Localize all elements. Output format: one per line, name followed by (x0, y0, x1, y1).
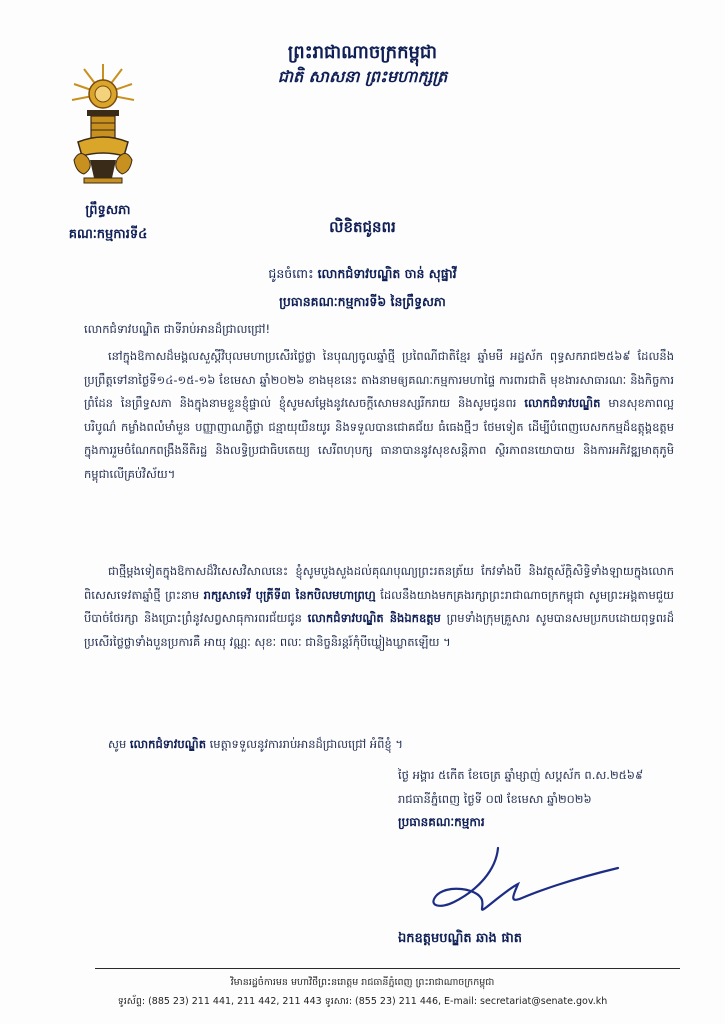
footer-address: វិមានរដ្ឋចំការមន មហាវិថីព្រះនរោត្តម រាជធានីភ្នំពេញ ព្រះរាជាណាចក្រកម្ពុជា (230, 977, 495, 988)
footer-divider (95, 968, 680, 969)
paragraph-2-text-b: ដែលនឹងយាងមកគ្រងរក្សាព្រះរាជាណាចក្រកម្ពុជា សូមព្រះអង្គតាមជួយបីបាច់ថែរក្សា និងប្រោះព្រំនូវសព្វសាធុការពរជ័យជូន (84, 587, 675, 626)
paragraph-2-deity: រាក្សសាទេវី បុត្រីទី៣ នៃកបិលមហាព្រហ្ម (203, 587, 376, 602)
paragraph-2-text-a: ជាថ្មីម្ដងទៀតក្នុងឱកាសដ៏វិសេសវិសាលនេះ ខ្ញុំសូមបួងសួងដល់គុណបុណ្យព្រះរតនត្រ័យ កែវទាំងបី និងវត្ថុស័ក្ដិសិទ្ធិទាំងឡាយក្នុងលោក ពិសេសទេវតាឆ្នាំថ្មី ព្រះនាម (84, 564, 674, 602)
signer-name: ឯកឧត្ដមបណ្ឌិត ឆាង ផាត (398, 931, 522, 946)
senate-emblem-icon (70, 60, 136, 184)
recipient-name: លោកជំទាវបណ្ឌិត ចាន់ សុផ្នាវី (317, 266, 457, 281)
paragraph-2 (84, 560, 674, 654)
institution-name: ព្រឹទ្ធសភា (85, 203, 131, 218)
closing-line (84, 733, 674, 757)
handwritten-signature (418, 840, 628, 920)
recipient-position: ប្រធានគណៈកម្មការទី៦ នៃព្រឹទ្ធសភា (279, 294, 446, 309)
salutation: លោកជំទាវបណ្ឌិត ជាទីរាប់អានដ៏ជ្រាលជ្រៅ! (84, 322, 271, 336)
closing-text-b: មេត្តាទទួលនូវការរាប់អានដ៏ជ្រាលជ្រៅ អំពីខ្ញុំ ។ (209, 737, 403, 751)
paragraph-2-honoree: លោកជំទាវបណ្ឌិត និងឯកឧត្ដម (307, 611, 441, 626)
paragraph-1-text-a: នៅក្នុងឱកាសដ៏មង្គលសួស្តីវិបុលមហាប្រសើរថ្លៃថ្លា នៃបុណ្យចូលឆ្នាំថ្មី ប្រពៃណីជាតិខ្មែរ ឆ្នាំមមី អដ្ឋស័ក ពុទ្ធសករាជ២៥៦៩ ដែលនឹងប្រព្រឹត្តទៅនាថ្ងៃទី១៤-១៥-១៦ ខែមេសា ឆ្នាំ២០២៦ ខាងមុខនេះ តាងនាមឲ្យគណៈកម្មការមហាផ្ទៃ ការពារជាតិ មុខងារសាធារណៈ និងកិច្ចការព្រំដែន នៃព្រឹទ្ធសភា និងក្នុងនាមខ្លួនខ្ញុំផ្ទាល់ ខ្ញុំសូមសម្ដែងនូវសេចក្ដីសោមនស្សរីករាយ និងសូមជូនពរ (84, 349, 674, 411)
paragraph-1 (84, 345, 674, 487)
footer-contact: ទូរស័ព្ទ: (885 23) 211 441, 211 442, 211 443 ទូរសារ: (855 23) 211 446, E-mail: secretariat@senate.gov.kh (117, 996, 608, 1007)
closing-honoree: លោកជំទាវបណ្ឌិត (129, 737, 206, 751)
paragraph-2-text-c: ព្រមទាំងក្រុមគ្រួសារ សូមបានសមប្រកបដោយពុទ្ធពរដ៏ប្រសើរថ្លៃថ្លាទាំងបួនប្រការគឺ អាយុ វណ្ណៈ សុខៈ ពលៈ ជានិច្ចនិរន្តរ៍កុំបីឃ្លៀងឃ្លាតឡើយ ។ (84, 611, 674, 649)
national-motto: ជាតិ សាសនា ព្រះមហាក្សត្រ (277, 67, 448, 86)
kingdom-heading: ព្រះរាជាណាចក្រកម្ពុជា (287, 42, 438, 63)
document-title: លិខិតជូនពរ (329, 218, 396, 236)
solar-date: រាជធានីភ្នំពេញ ថ្ងៃទី ០៧ ខែមេសា ឆ្នាំ២០២៦ (398, 792, 592, 806)
lunar-date: ថ្ងៃ អង្គារ ៥កើត ខែចេត្រ ឆ្នាំម្សាញ់ សប្តស័ក ព.ស.២៥៦៩ (398, 768, 644, 782)
recipient-prefix: ជូនចំពោះ (268, 266, 314, 281)
paragraph-1-text-b: មានសុខភាពល្អបរិបូណ៌ កម្លាំងពលំមាំមួន បញ្ញាញាណភ្លឺថ្លា ជន្មាយុយឺនយូរ និងទទួលបានជោគជ័យ ធំធេងថ្មីៗ ថែមទៀត ដើម្បីបំពេញបេសកកម្មដ៏ឧត្ដុង្គឧត្ដមក្នុងការរួមចំណែកពង្រឹងនីតិរដ្ឋ និងលទ្ធិប្រជាធិបតេយ្យ សេរីពហុបក្ស ធានាបាននូវសុខសន្តិភាព ស្ថិរភាពនយោបាយ និងការអភិវឌ្ឍមាតុភូមិកម្ពុជាលើគ្រប់វិស័យ។ (84, 396, 675, 481)
closing-text-a: សូម (108, 737, 127, 751)
signer-title: ប្រធានគណៈកម្មការ (398, 815, 485, 829)
commission-name: គណៈកម្មការទី៤ (68, 227, 148, 242)
paragraph-1-honoree: លោកជំទាវបណ្ឌិត (524, 396, 601, 411)
recipient-line (0, 266, 725, 285)
